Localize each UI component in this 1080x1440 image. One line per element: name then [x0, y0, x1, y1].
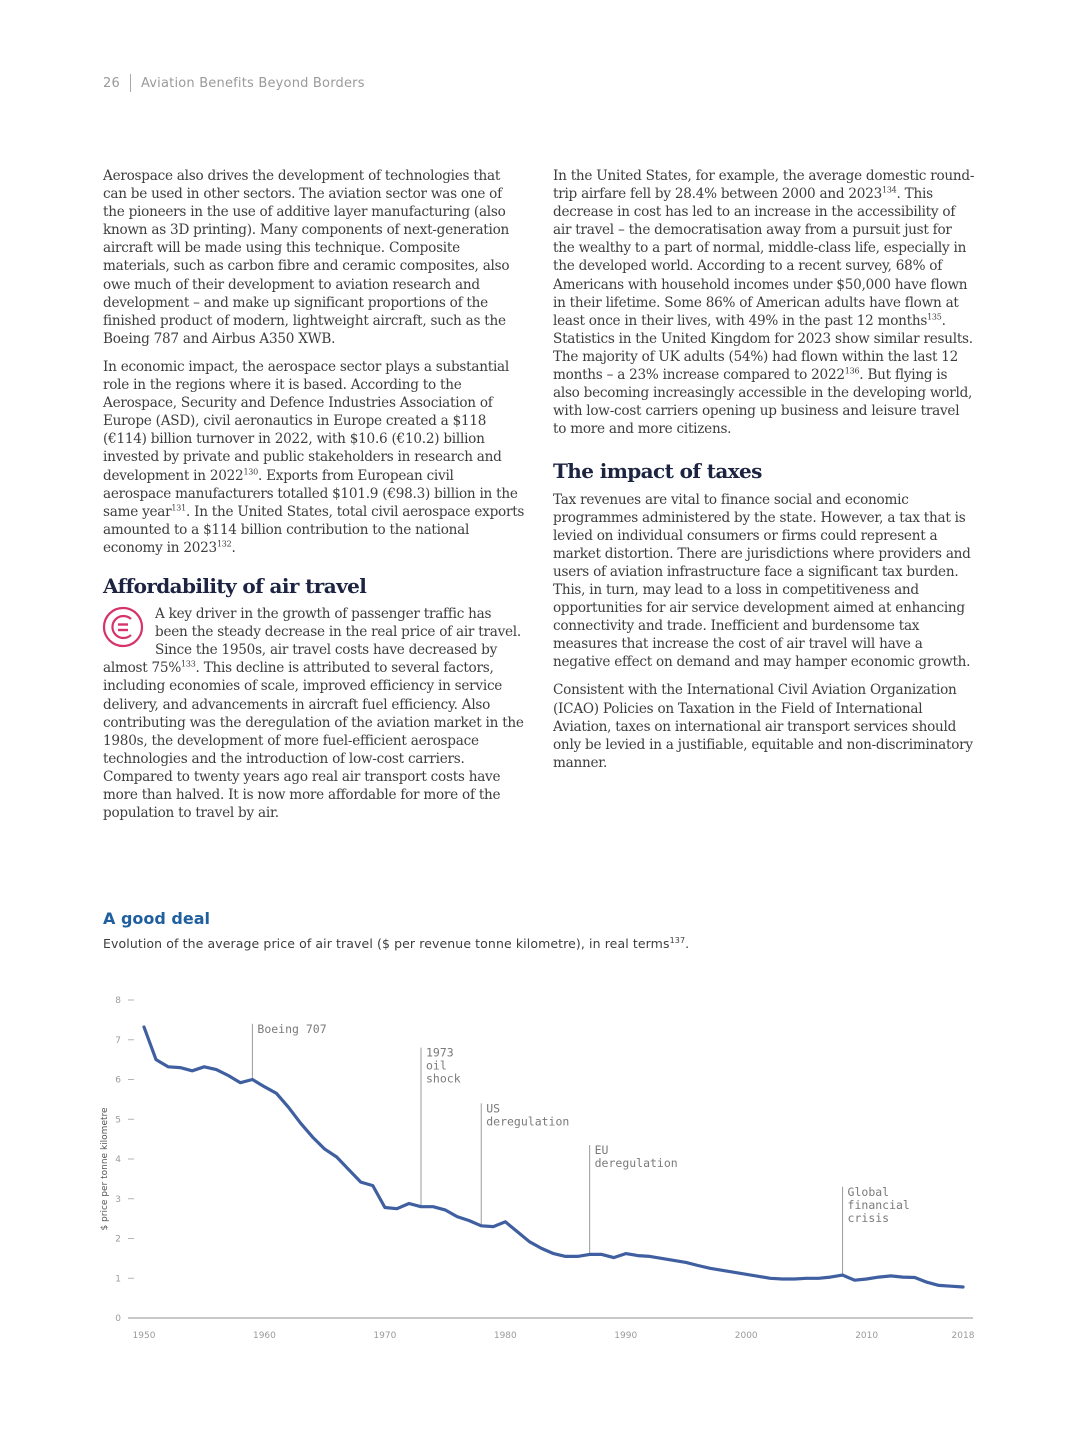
- page-number: 26: [103, 75, 120, 91]
- y-tick-label: 2: [115, 1234, 121, 1245]
- y-axis: [115, 996, 134, 1324]
- y-tick-label: 1: [115, 1274, 121, 1285]
- annotation-label: shock: [426, 1071, 461, 1086]
- y-tick-label: 6: [115, 1075, 121, 1086]
- annotation-label: 1973: [426, 1045, 454, 1060]
- header-divider: [130, 74, 131, 92]
- x-tick-label: 1960: [252, 1331, 276, 1341]
- x-tick-label: 1950: [132, 1331, 156, 1341]
- left-column: [103, 167, 525, 832]
- price-line-chart: [0, 980, 1080, 1360]
- y-axis-label: $ price per tonne kilometre: [100, 1107, 110, 1231]
- x-tick-label: 2018: [951, 1331, 975, 1341]
- publication-title: Aviation Benefits Beyond Borders: [140, 75, 365, 91]
- y-tick-label: 0: [115, 1314, 121, 1324]
- price-series-line: [144, 1027, 963, 1287]
- footnote-ref: 130: [243, 466, 258, 476]
- y-tick-label: 8: [115, 996, 121, 1006]
- x-tick-label: 1970: [373, 1331, 397, 1341]
- paragraph-affordability: A key driver in the growth of passenger traffic has been the steady decrease in the real price of air travel. Since the 1950s, air travel costs have decreased by almost 75%$^{133}$. This decline is attributed to several factors, including economies of scale, improved efficiency in service delivery, and advancements in aircraft fuel efficiency. Also contributing was the deregulation of the aviation market in the 1980s, the development of more fuel-efficient aerospace technologies and the introduction of low-cost carriers. Compared to twenty years ago real air transport costs have more than halved. It is now more affordable for more of the population to travel by air.: [103, 606, 524, 822]
- annotation-label: EU: [594, 1143, 609, 1158]
- paragraph-economic-impact: In economic impact, the aerospace sector plays a substantial role in the regions where it is based. According to the Aerospace, Security and Defence Industries Association of Europe (ASD), civil aeronautics in Europe created a $118 (€114) billion turnover in 2022, with $10.6 (€10.2) billion invested by private and public stakeholders in research and development in 2022$^{130}$. Exports from European civil aerospace manufacturers totalled $101.9 (€98.3) billion in the same year$^{131}$. In the United States, total civil aerospace exports amounted to a $114 billion contribution to the national economy in 2023$^{132}$.: [103, 358, 525, 556]
- footnote-ref: 131: [171, 503, 186, 513]
- footnote-ref: 133: [181, 659, 196, 669]
- paragraph-tax-revenues: Tax revenues are vital to finance social and economic programmes administered by the state. However, a tax that is levied on individual consumers or firms could represent a market distortion. There are jurisdictions where providers and users of aviation infrastructure face a significant tax burden. This, in turn, may lead to a loss in competitiveness and opportunities for air service development aimed at enhancing connectivity and trade. Inefficient and burdensome tax measures that increase the cost of air travel will have a negative effect on demand and may hamper economic growth.: [553, 491, 971, 671]
- footnote-ref: 134: [882, 185, 897, 195]
- annotation-label: crisis: [847, 1210, 890, 1225]
- x-axis: [128, 1318, 975, 1341]
- paragraph-us-airfare: In the United States, for example, the average domestic round-trip airfare fell by 28.4% between 2000 and 2023$^{134}$. This decrease in cost has led to an increase in the accessibility of air travel – the democratisation away from a pursuit just for the wealthy to a part of normal, middle-class life, especially in the developed world. According to a recent survey, 68% of Americans with household incomes under $50,000 have flown in their lifetime. Some 86% of American adults have flown at least once in their lives, with 49% in the past 12 months$^{135}$. Statistics in the United Kingdom for 2023 show similar results. The majority of UK adults (54%) had flown within the last 12 months – a 23% increase compared to 2022$^{136}$. But flying is also becoming increasingly accessible in the developing world, with low-cost carriers opening up business and leisure travel to more and more citizens.: [553, 168, 975, 438]
- annotation-label: financial: [847, 1197, 910, 1212]
- x-tick-label: 2010: [855, 1331, 879, 1341]
- equal-circle-icon: [101, 605, 149, 653]
- series-group: [144, 1027, 963, 1287]
- footnote-ref: 137: [669, 936, 686, 945]
- y-tick-label: 3: [115, 1194, 121, 1205]
- annotation-label: Global: [847, 1184, 890, 1199]
- y-tick-label: 7: [115, 1035, 121, 1046]
- section-heading-taxes: The impact of taxes: [553, 459, 762, 484]
- x-tick-label: 1990: [614, 1331, 638, 1341]
- y-tick-label: 4: [115, 1155, 121, 1165]
- annotation-label: deregulation: [594, 1156, 678, 1171]
- chart-subtitle: Evolution of the average price of air travel ($ per revenue tonne kilometre), in real terms$^{137}$.: [103, 936, 690, 952]
- footnote-ref: 136: [844, 366, 860, 376]
- annotation-label: oil: [426, 1058, 447, 1073]
- paragraph-icao: Consistent with the International Civil Aviation Organization (ICAO) Policies on Taxation in the Field of International Aviation, taxes on international air transport services should only be levied in a justifiable, equitable and non-discriminatory manner.: [553, 682, 973, 771]
- page-header: [103, 74, 365, 92]
- footnote-ref: 135: [927, 312, 942, 322]
- y-tick-label: 5: [115, 1115, 121, 1126]
- paragraph-technologies: Aerospace also drives the development of technologies that can be used in other sectors. The aviation sector was one of the pioneers in the use of additive layer manufacturing (also known as 3D printing). Many components of next-generation aircraft will be made using this technique. Composite materials, such as carbon fibre and ceramic composites, also owe much of their development to aviation research and development – and make up significant proportions of the finished product of modern, lightweight aircraft, such as the Boeing 787 and Airbus A350 XWB.: [103, 168, 510, 347]
- footnote-ref: 132: [216, 539, 232, 549]
- chart-title: A good deal: [103, 909, 210, 928]
- annotation-label: US: [486, 1101, 501, 1116]
- section-heading-affordability: Affordability of air travel: [103, 573, 367, 598]
- annotation-label: Boeing 707: [257, 1021, 327, 1036]
- x-tick-label: 1980: [493, 1331, 517, 1341]
- x-tick-label: 2000: [734, 1331, 758, 1341]
- right-column: [553, 167, 975, 782]
- annotation-label: deregulation: [486, 1114, 570, 1129]
- annotations: [252, 1022, 909, 1275]
